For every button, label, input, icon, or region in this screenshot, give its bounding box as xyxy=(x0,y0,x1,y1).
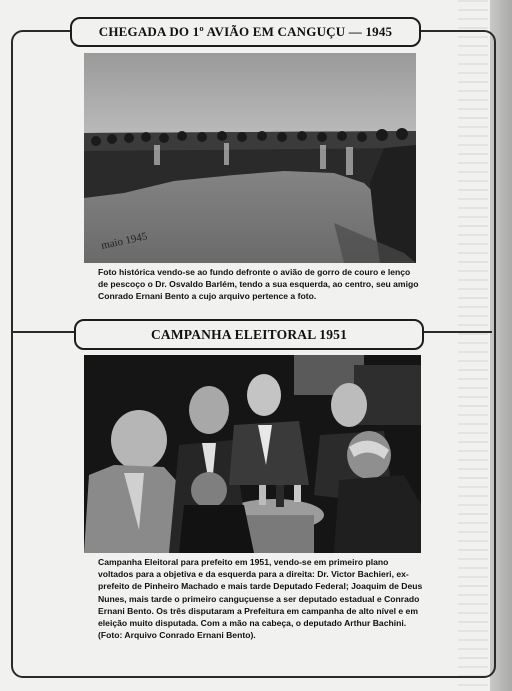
photo-1-caption: Foto histórica vendo-se ao fundo defronte o avião de gorro de couro e lenço de pescoço o Dr. Osvaldo Barlém, tendo a sua esquerda, ao centro, seu amigo Conrado Ernani Bento a cujo arquivo pertence a foto. xyxy=(98,267,419,302)
section-1-title: CHEGADA DO 1º AVIÃO EM CANGUÇU — 1945 xyxy=(70,17,421,47)
photo-2-caption: Campanha Eleitoral para prefeito em 1951, vendo-se em primeiro plano voltados para a objetiva e da esquerda para a direita: Dr. Victor Bachieri, ex-prefeito de Pinheiro Machado e mais tarde Deputado Federal; Joaquim de Deus Nunes, mais tarde o primeiro canguçuense a ser deputado estadual e Conrado Ernani Bento. Os três disputaram a Prefeitura em campanha de alto nível e em eleição muito disputada. Com a mão na cabeça, o deputado Arthur Bachini. (Foto: Arquivo Conrado Ernani Bento). xyxy=(98,557,423,641)
svg-text:maio 1945: maio 1945 xyxy=(100,230,149,252)
election-campaign-photo xyxy=(84,355,421,553)
section-2-title: CAMPANHA ELEITORAL 1951 xyxy=(74,319,424,350)
airplane-arrival-photo xyxy=(84,53,416,263)
